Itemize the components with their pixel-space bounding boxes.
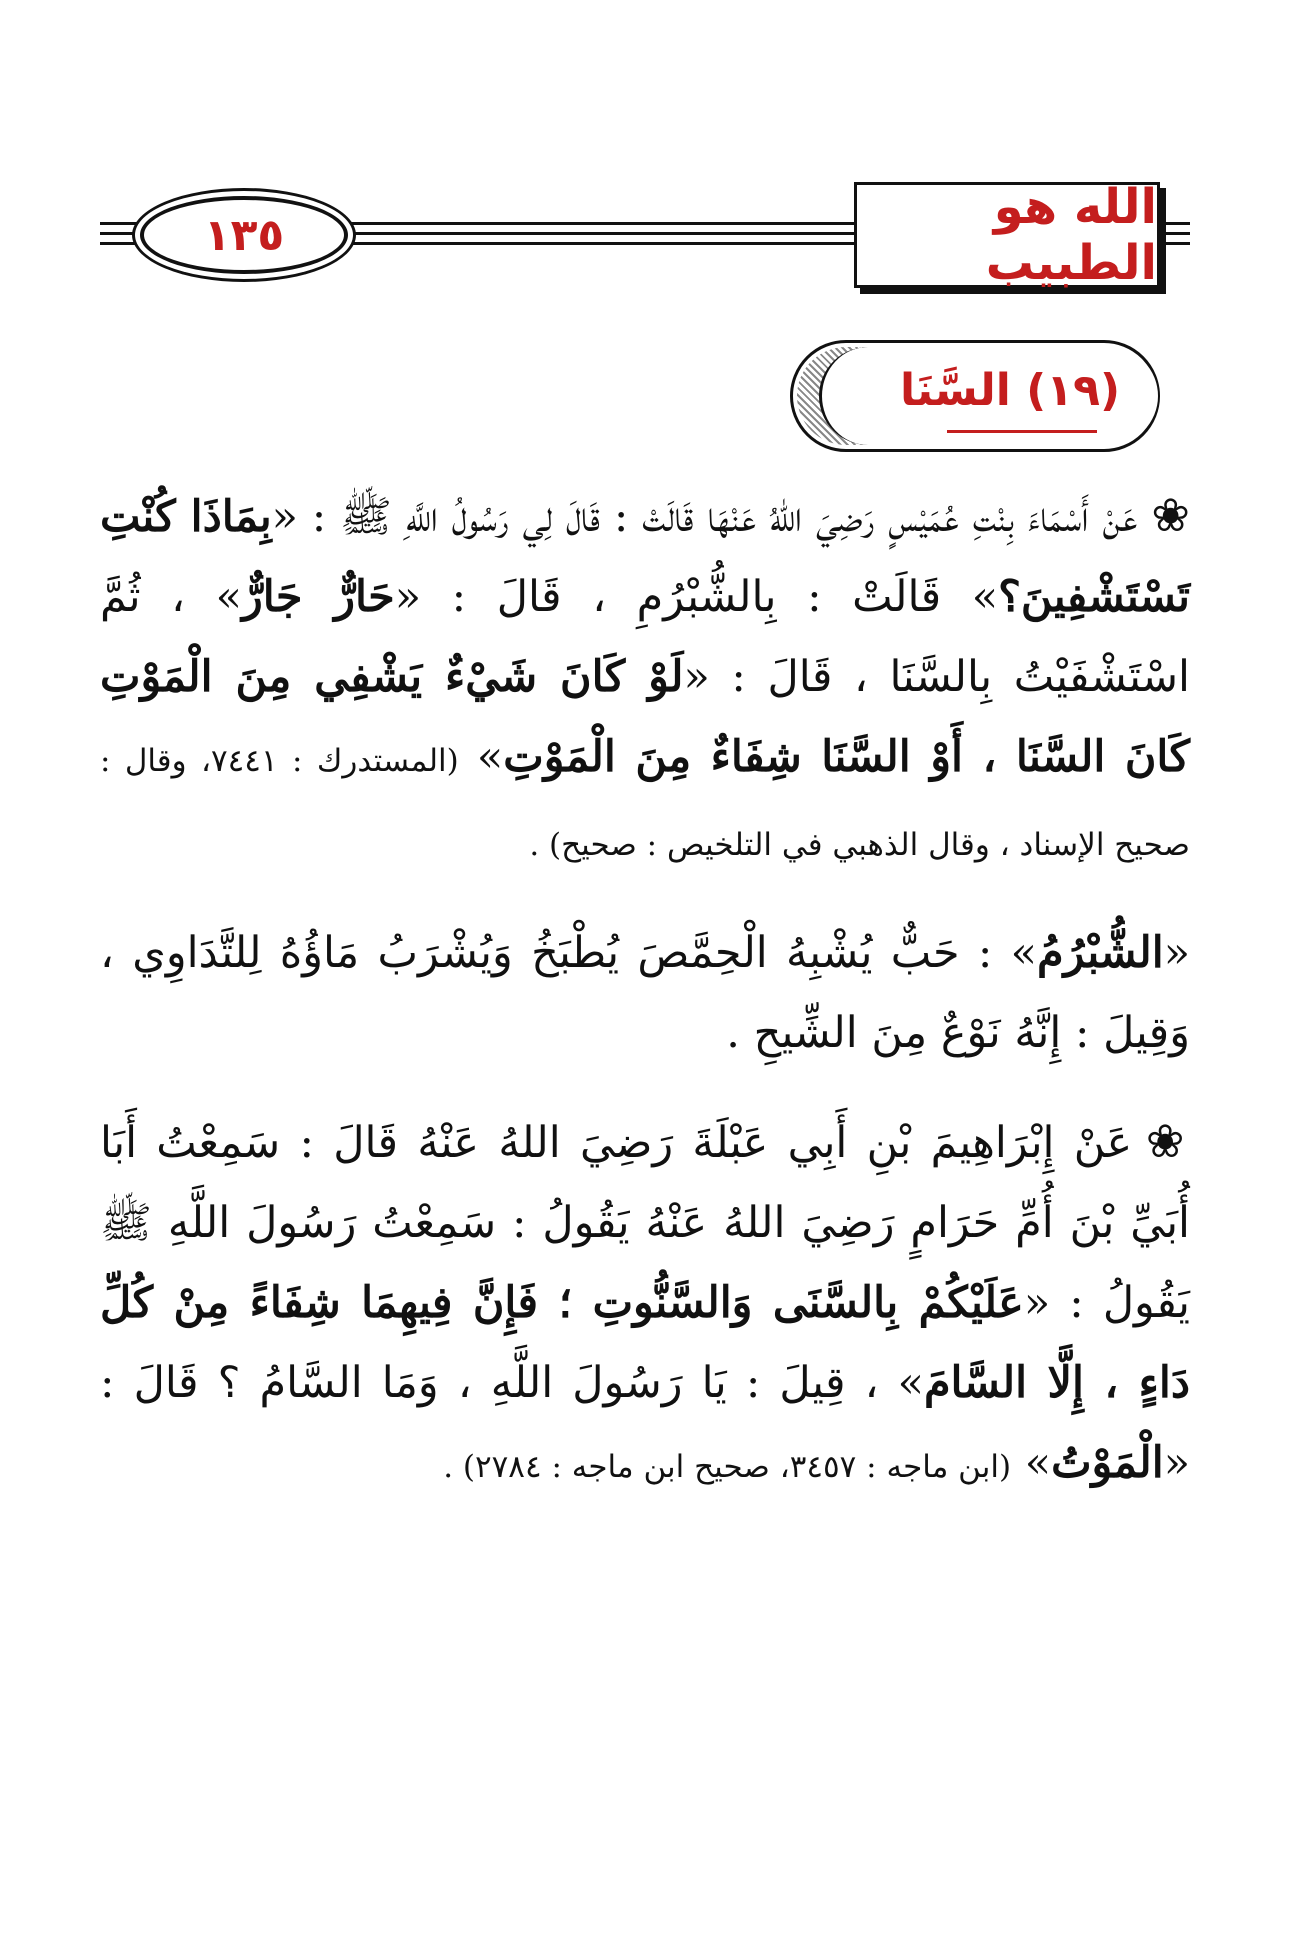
hadith-text: عَنْ أَسْمَاءَ بِنْتِ عُمَيْسٍ رَضِيَ اللهُ عَنْهَا قَالَتْ : قَالَ لِي رَسُولُ اللَّهِ ﷺ : « [271, 492, 1152, 542]
hadith-text: » [458, 732, 504, 782]
hadith-text: » [1011, 1438, 1052, 1488]
section-title-underline [947, 430, 1097, 433]
page-number: ١٣٥ [140, 196, 348, 274]
hadith-text: » قَالَتْ : بِالشُّبْرُمِ ، قَالَ : « [394, 572, 999, 622]
prophetic-quote: عَلَيْكُمْ بِالسَّنَى وَالسَّنُّوتِ ؛ فَإِنَّ فِيهِمَا شِفَاءً مِنْ كُلِّ دَاءٍ ، إِلَّا السَّامَ [100, 1278, 1190, 1408]
book-title: الله هو الطبيب [854, 182, 1160, 288]
paragraph-shubrum-definition [100, 913, 1190, 1073]
hadith-text: عَنْ إِبْرَاهِيمَ بْنِ أَبِي عَبْلَةَ رَضِيَ اللهُ عَنْهُ قَالَ : سَمِعْتُ أَبَا أُبَيِّ بْنَ أُمِّ حَرَامٍ رَضِيَ اللهُ عَنْهُ يَقُولُ : سَمِعْتُ رَسُولَ اللَّهِ ﷺ يَقُولُ : « [100, 1118, 1190, 1328]
definition-text: « [1163, 928, 1190, 978]
section-title-badge [790, 340, 1160, 452]
paragraph-asma-hadith [100, 475, 1190, 885]
badge-face [819, 347, 1158, 445]
section-title: (١٩) السَّنَا [899, 365, 1121, 416]
paragraph-ibrahim-hadith [100, 1101, 1190, 1507]
prophetic-quote: الْمَوْتُ [1051, 1438, 1164, 1488]
page-header [100, 180, 1190, 290]
definition-text: » : حَبٌّ يُشْبِهُ الْحِمَّصَ يُطْبَخُ وَيُشْرَبُ مَاؤُهُ لِلتَّدَاوِي ، وَقِيلَ : إِنَّهُ نَوْعٌ مِنَ الشِّيحِ . [100, 928, 1190, 1058]
flower-bullet-icon: ❀ [1151, 488, 1190, 542]
citation: (ابن ماجه : ٣٤٥٧، صحيح ابن ماجه : ٢٧٨٤) . [443, 1449, 1012, 1485]
prophetic-quote: حَارٌّ جَارٌّ [241, 572, 395, 622]
prophetic-quote: بِمَاذَا كُنْتِ تَسْتَشْفِينَ؟ [100, 492, 1191, 622]
flower-bullet-icon: ❀ [1145, 1114, 1191, 1168]
prophetic-quote: لَوْ كَانَ شَيْءٌ يَشْفِي مِنَ الْمَوْتِ كَانَ السَّنَا ، أَوْ السَّنَا شِفَاءٌ مِنَ الْمَوْتِ [100, 652, 1190, 782]
page-body [100, 475, 1190, 1507]
citation: (المستدرك : ٧٤٤١، وقال : صحيح الإسناد ، وقال الذهبي في التلخيص : صحيح) . [100, 743, 1190, 863]
hadith-text: » ، قِيلَ : يَا رَسُولَ اللَّهِ ، وَمَا السَّامُ ؟ قَالَ : « [100, 1358, 1190, 1488]
hadith-text: » ، ثُمَّ اسْتَشْفَيْتُ بِالسَّنَا ، قَالَ : « [100, 572, 1190, 702]
defined-term: الشُّبْرُمُ [1036, 928, 1164, 978]
